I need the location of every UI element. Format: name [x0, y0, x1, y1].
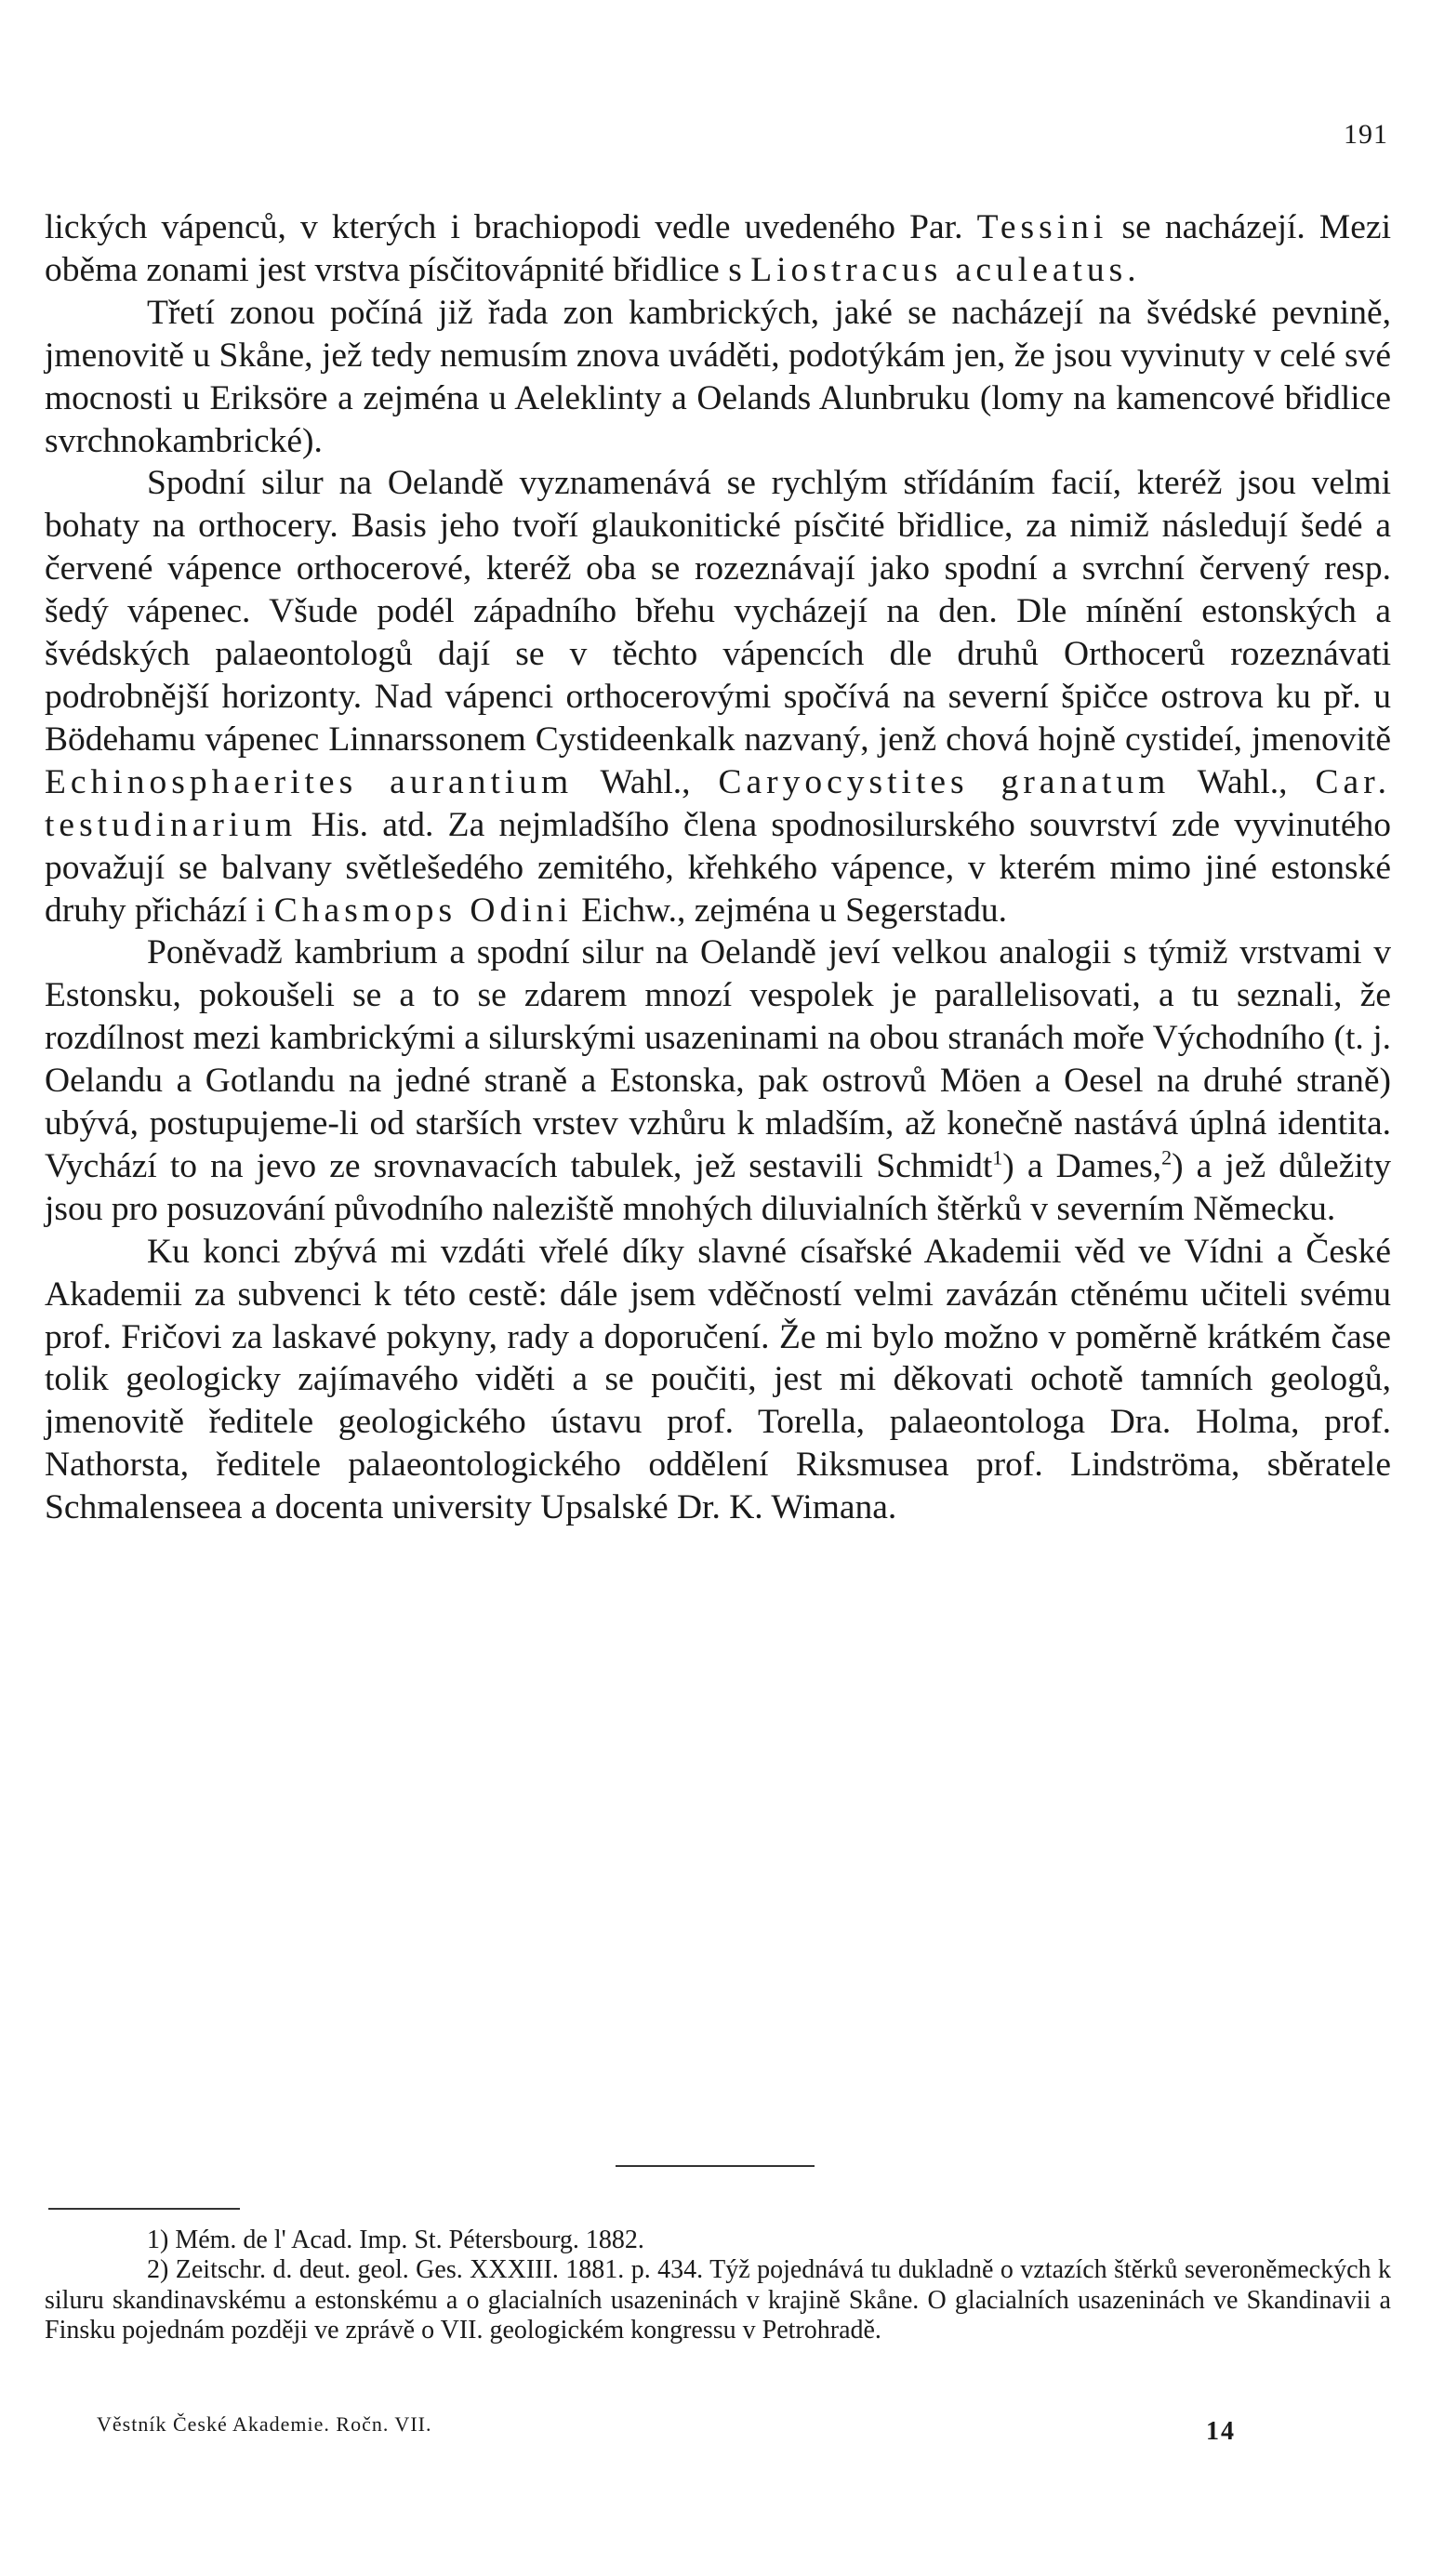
footnotes [45, 2226, 1391, 2346]
text-run: Wahl., [573, 762, 719, 801]
text-run: Spodní silur na Oelandě vyznamenává se rychlým střídáním facií, kteréž jsou velmi bohaty na orthocery. Basis jeho tvoří glaukonitické písčité břidlice, za nimiž následují šedé a červené vápence orthocerové, kteréž oba se rozeznávají jako spodní a svrchní červený resp. šedý vápenec. Všude podél západního břehu vycházejí na den. Dle mínění estonských a švédských palaeontologů dají se v těchto vápencích dle druhů Orthocerů rozeznávati podrobnější horizonty. Nad vápenci orthocerovými spočívá na severní špičce ostrova ku př. u Bödehamu vápenec Linnarssonem Cystideenkalk nazvaný, jenž chová hojně cystideí, jmenovitě [45, 464, 1391, 759]
text-run: Poněvadž kambrium a spodní silur na Oelandě jeví velkou analogii s týmiž vrstvami v Estonsku, pokoušeli se a to se zdarem mnozí vespolek je parallelisovati, a tu seznali, že rozdílnost mezi kambrickými a silurskými usazeninami na obou stranách moře Východního (t. j. Oelandu a Gotlandu na jedné straně a Estonska, pak ostrovů Möen a Oesel na druhé straně) ubývá, postupujeme-li od starších vrstev vzhůru k mladším, až konečně nastává úplná identita. Vychází to na jevo ze srovnavacích tabulek, jež sestavili Schmidt [45, 933, 1391, 1185]
paragraph [45, 931, 1391, 1230]
taxon-name: Chasmops Odini [273, 891, 573, 930]
text-run: His. atd. Za nejmladšího člena spodnosilurského souvrství zde vyvinutého považují se balvany světlešedého zemitého, křehkého vápence, v kterém mimo jiné estonské druhy přichází i [45, 805, 1391, 930]
taxon-name: Echinosphaerites aurantium [45, 762, 574, 801]
taxon-name: Caryocystites granatum [718, 762, 1171, 801]
footnote [45, 2226, 1391, 2255]
paragraph [45, 462, 1391, 931]
paragraph [45, 206, 1391, 292]
text-run: se nacházejí. Mezi oběma zonami jest vrstva písčitovápnité břidlice s [45, 208, 1391, 289]
footnote-rule [48, 2208, 240, 2210]
taxon-name: Car. testudinarium [45, 762, 1391, 844]
text-run: 2 [147, 2255, 160, 2285]
taxon-name: Tessini [976, 208, 1108, 246]
section-divider [616, 2165, 815, 2167]
text-run: 1 [147, 2226, 160, 2254]
paragraph [45, 1231, 1391, 1529]
text-run: Wahl., [1170, 762, 1316, 801]
text-run: ) a Dames, [1002, 1146, 1162, 1185]
page-number: 191 [1344, 119, 1388, 150]
text-run: ) Zeitschr. d. deut. geol. Ges. XXXIII. 1881. p. 434. Týž pojednává tu dukladně o vztazích štěrků severoněmeckých k siluru skandinavskému a estonskému a o glacialních usazeninách v krajině Skåne. O glacialních usazeninách ve Skandinavii a Finsku pojednám později ve zprávě o VII. geologickém kongressu v Petrohradě. [45, 2255, 1391, 2345]
text-run: lických vápenců, v kterých i brachiopodi vedle uvedeného Par. [45, 208, 977, 246]
footnote-marker: 2 [1161, 1145, 1173, 1169]
footnote [45, 2255, 1391, 2345]
paragraph [45, 292, 1391, 463]
text-run: ) a jež důležity jsou pro posuzování původního naleziště mnohých diluvialních štěrků v severním Německu. [45, 1146, 1392, 1228]
taxon-name: Liostracus aculeatus. [750, 250, 1141, 289]
text-run: Třetí zonou počíná již řada zon kambrických, jaké se nacházejí na švédské pevnině, jmenovitě u Skåne, jež tedy nemusím znova uváděti, podotýkám jen, že jsou vyvinuty v celé své mocnosti u Eriksöre a zejména u Aeleklinty a Oelands Alunbruku (lomy na kamencové břidlice svrchnokambrické). [45, 293, 1391, 460]
journal-signature: Věstník České Akademie. Ročn. VII. [97, 2412, 432, 2436]
text-run: ) Mém. de l' Acad. Imp. St. Pétersbourg. 1882. [160, 2226, 644, 2254]
sheet-number: 14 [1206, 2417, 1236, 2446]
text-run: Eichw., zejména u Segerstadu. [572, 891, 1008, 930]
footnote-marker: 1 [992, 1145, 1003, 1169]
text-run: Ku konci zbývá mi vzdáti vřelé díky slavné císařské Akademii věd ve Vídni a České Akademii za subvenci k této cestě: dále jsem vděčností velmi zavázán ctěnému učiteli svému prof. Fričovi za laskavé pokyny, rady a doporučení. Že mi bylo možno v poměrně krátkém čase tolik geologicky zajímavého viděti a se poučiti, jest mi děkovati ochotě tamních geologů, jmenovitě ředitele geologického ústavu prof. Torella, palaeontologa Dra. Holma, prof. Nathorsta, ředitele palaeontologického oddělení Riksmusea prof. Lindströma, sběratele Schmalenseea a docenta university Upsalské Dr. K. Wimana. [45, 1232, 1391, 1527]
body-text [45, 206, 1391, 1529]
